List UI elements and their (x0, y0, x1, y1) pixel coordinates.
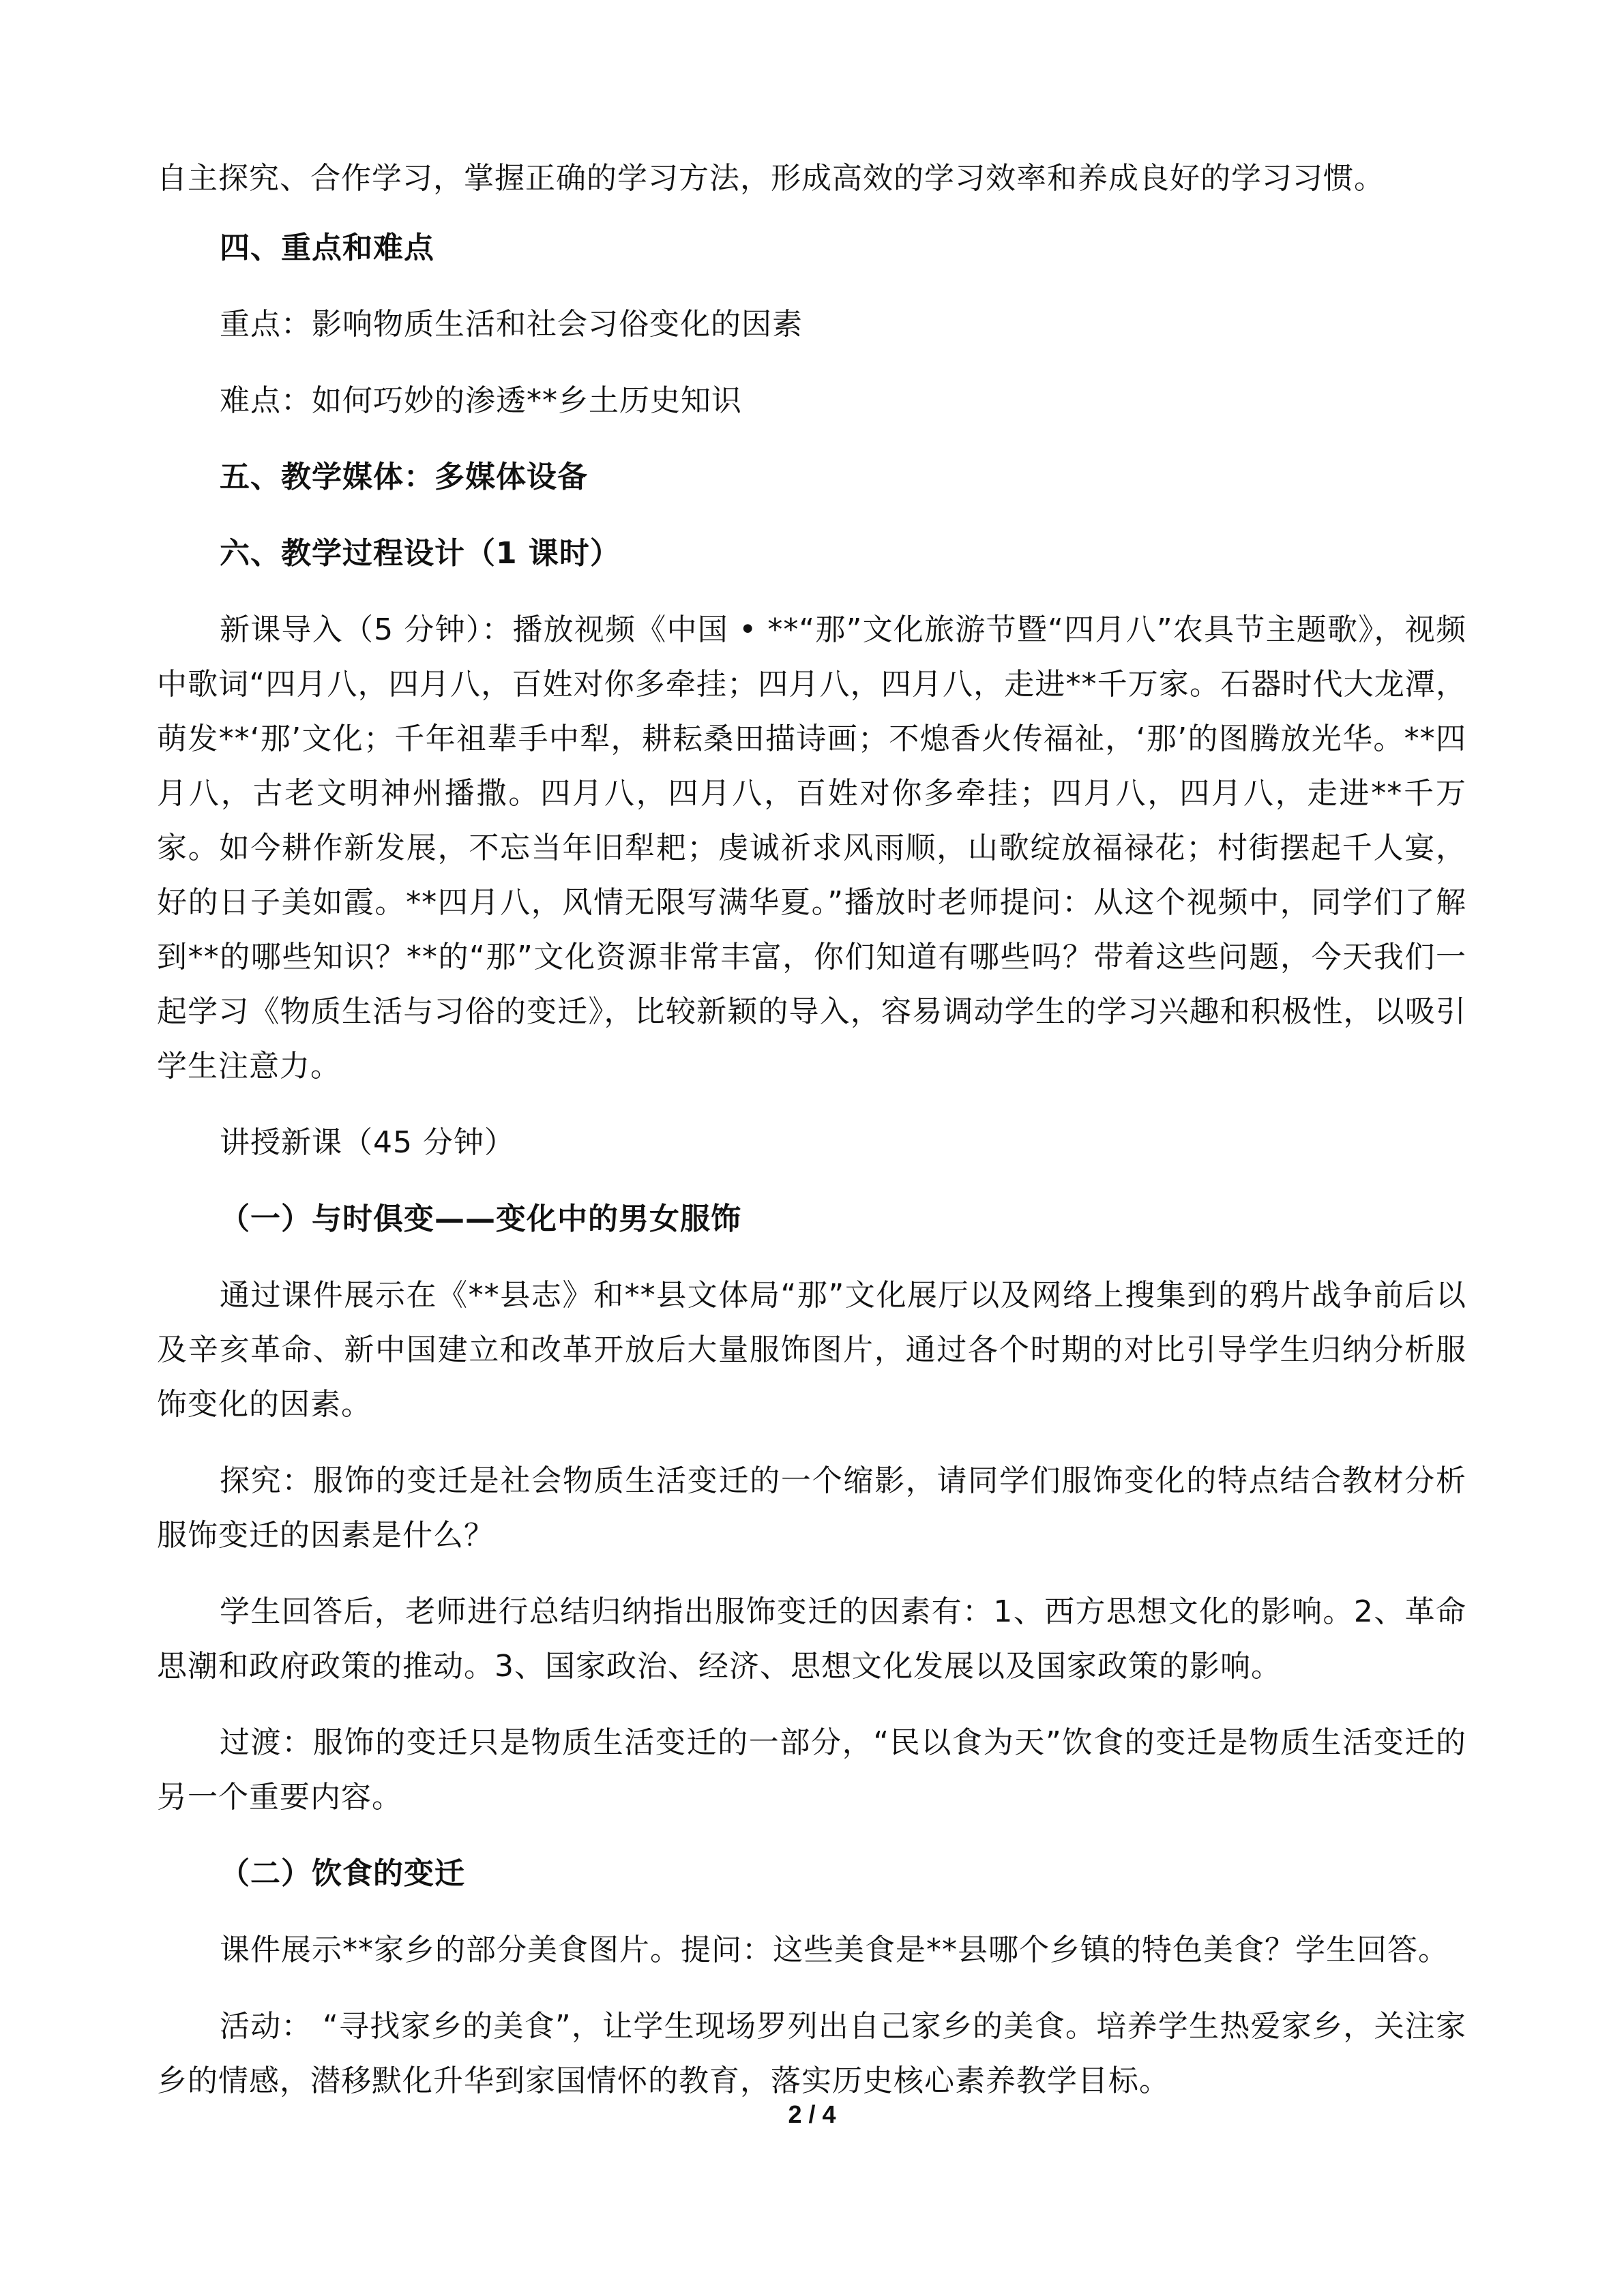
section-heading-process: 六、教学过程设计（1 课时） (220, 536, 621, 571)
paragraph-inquiry: 探究：服饰的变迁是社会物质生活变迁的一个缩影，请同学们服饰变化的特点结合教材分析服饰变迁的因素是什么？ (157, 1463, 1466, 1553)
subsection-heading-diet: （二）饮食的变迁 (220, 1856, 465, 1891)
section-heading-media: 五、教学媒体：多媒体设备 (220, 460, 588, 494)
paragraph-difficulty: 难点：如何巧妙的渗透**乡土历史知识 (220, 383, 742, 418)
paragraph-clothing-display: 通过课件展示在《**县志》和**县文体局“那”文化展厅以及网络上搜集到的鸦片战争前后以及辛亥革命、新中国建立和改革开放后大量服饰图片，通过各个时期的对比引导学生归纳分析服饰变化的因素。 (157, 1278, 1466, 1422)
page-number: 2 / 4 (788, 2100, 836, 2128)
paragraph-key-point: 重点：影响物质生活和社会习俗变化的因素 (220, 307, 803, 342)
paragraph-food-display: 课件展示**家乡的部分美食图片。提问：这些美食是**县哪个乡镇的特色美食？学生回答。 (220, 1933, 1449, 1967)
subsection-heading-clothing: （一）与时俱变——变化中的男女服饰 (220, 1202, 741, 1236)
section-heading-key-points: 四、重点和难点 (220, 230, 434, 265)
paragraph-introduction: 新课导入（5 分钟）：播放视频《中国 • **“那”文化旅游节暨“四月八”农具节主题歌》，视频中歌词“四月八，四月八，百姓对你多牵挂；四月八，四月八，走进**千万家。石器时代大龙潭，萌发**‘那’文化；千年祖辈手中犁，耕耘桑田描诗画；不熄香火传福祉，‘那’的图腾放光华。**四月八，古老文明神州播撒。四月八，四月八，百姓对你多牵挂；四月八，四月八，走进**千万家。如今耕作新发展，不忘当年旧犁耙；虔诚祈求风雨顺，山歌绽放福禄花；村街摆起千人宴，好的日子美如霞。**四月八，风情无限写满华夏。”播放时老师提问：从这个视频中，同学们了解到**的哪些知识？**的“那”文化资源非常丰富，你们知道有哪些吗？带着这些问题，今天我们一起学习《物质生活与习俗的变迁》，比较新颖的导入，容易调动学生的学习兴趣和积极性，以吸引学生注意力。 (157, 612, 1466, 1084)
paragraph-transition: 过渡：服饰的变迁只是物质生活变迁的一部分，“民以食为天”饮食的变迁是物质生活变迁的另一个重要内容。 (157, 1725, 1466, 1815)
paragraph-student-answer: 学生回答后，老师进行总结归纳指出服饰变迁的因素有：1、西方思想文化的影响。2、革命思潮和政府政策的推动。3、国家政治、经济、思想文化发展以及国家政策的影响。 (157, 1594, 1466, 1684)
paragraph-new-lesson: 讲授新课（45 分钟） (220, 1125, 515, 1160)
document-body (157, 151, 1466, 2108)
paragraph-continuation: 自主探究、合作学习，掌握正确的学习方法，形成高效的学习效率和养成良好的学习习惯。 (157, 161, 1385, 196)
paragraph-activity: 活动： “寻找家乡的美食”，让学生现场罗列出自己家乡的美食。培养学生热爱家乡，关注家乡的情感，潜移默化升华到家国情怀的教育，落实历史核心素养教学目标。 (157, 2009, 1466, 2098)
